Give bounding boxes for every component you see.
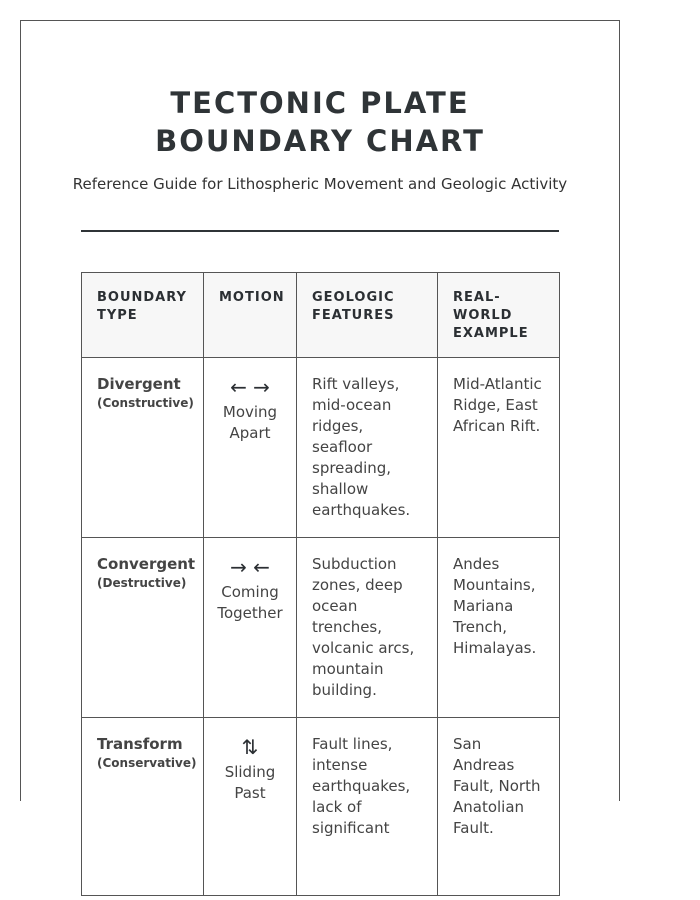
- boundary-type-subtitle: (Conservative): [97, 756, 197, 770]
- table-row: [82, 718, 560, 896]
- motion-cell: [204, 538, 297, 718]
- header-real-world-example: REAL-WORLD EXAMPLE: [438, 273, 560, 358]
- boundary-type-cell: [82, 358, 204, 538]
- page-subtitle: Reference Guide for Lithospheric Movement and Geologic Activity: [72, 175, 568, 193]
- table-row: [82, 538, 560, 718]
- example-cell: San Andreas Fault, North Anatolian Fault.: [438, 718, 560, 896]
- motion-label: Sliding Past: [224, 763, 276, 802]
- header-geologic-features: GEOLOGIC FEATURES: [297, 273, 438, 358]
- boundary-type-name: Transform: [97, 735, 183, 753]
- arrows-apart-icon: ← →: [230, 375, 270, 399]
- document-page: [20, 20, 620, 837]
- boundary-type-cell: [82, 538, 204, 718]
- example-cell: Andes Mountains, Mariana Trench, Himalayas.: [438, 538, 560, 718]
- boundary-type-subtitle: (Destructive): [97, 576, 187, 590]
- motion-label: Coming Together: [217, 583, 283, 622]
- example-cell: Mid-Atlantic Ridge, East African Rift.: [438, 358, 560, 538]
- page-title: TECTONIC PLATE BOUNDARY CHART: [155, 86, 485, 158]
- boundary-type-cell: [82, 718, 204, 896]
- boundary-type-name: Convergent: [97, 555, 196, 573]
- header-motion: MOTION: [204, 273, 297, 358]
- boundary-type-name: Divergent: [97, 375, 181, 393]
- motion-cell: [204, 718, 297, 896]
- motion-label: Moving Apart: [222, 403, 278, 442]
- header-boundary-type: BOUNDARY TYPE: [82, 273, 204, 358]
- arrows-together-icon: → ←: [230, 555, 270, 579]
- features-cell: Fault lines, intense earthquakes, lack of significant: [297, 718, 438, 896]
- features-cell: Rift valleys, mid-ocean ridges, seafloor spreading, shallow earthquakes.: [297, 358, 438, 538]
- boundary-type-subtitle: (Constructive): [97, 396, 194, 410]
- table-row: [82, 358, 560, 538]
- title-divider: [81, 230, 559, 232]
- boundary-table: [81, 272, 560, 896]
- motion-cell: [204, 358, 297, 538]
- features-cell: Subduction zones, deep ocean trenches, volcanic arcs, mountain building.: [297, 538, 438, 718]
- table-header-row: [82, 273, 560, 358]
- arrows-up-down-icon: ⇅: [241, 735, 259, 759]
